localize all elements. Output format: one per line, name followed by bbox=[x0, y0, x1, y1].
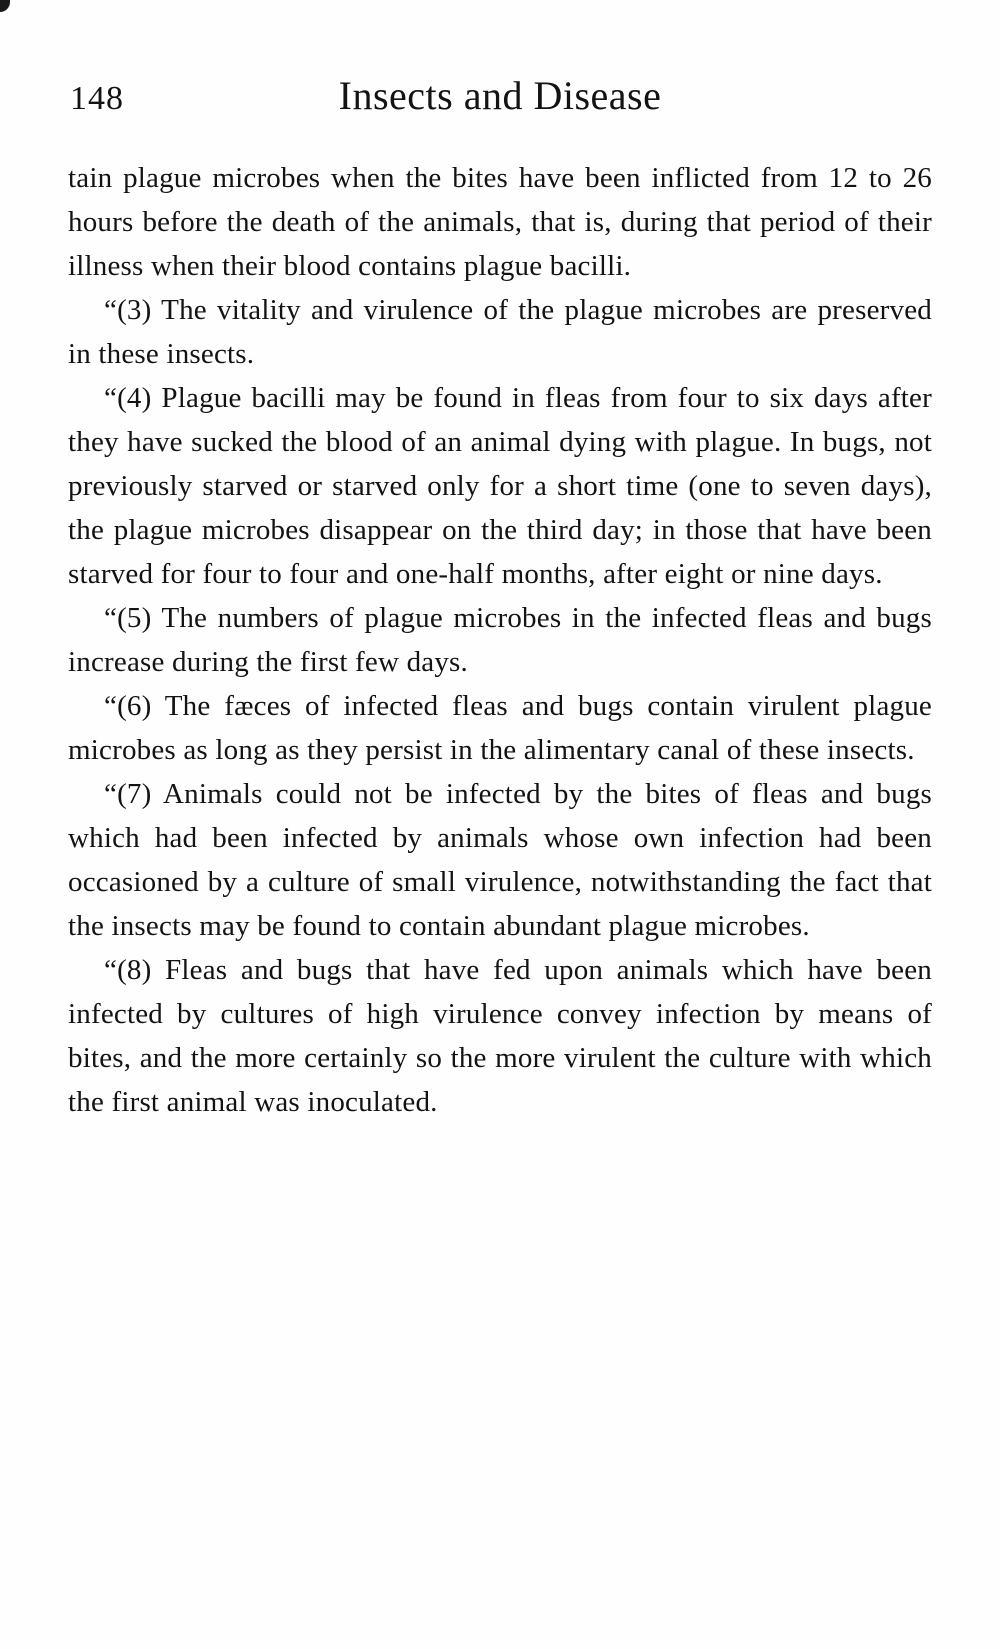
page-content bbox=[68, 72, 932, 1124]
body-text bbox=[68, 156, 932, 1124]
paragraph-item-3: “(3) The vitality and virulence of the plague microbes are preserved in these insects. bbox=[68, 294, 932, 370]
paragraph-item-8: “(8) Fleas and bugs that have fed upon animals which have been infected by cultures of high virulence convey infection by means of bites, and the more certainly so the more virulent the culture with which the first animal was inoculated. bbox=[68, 954, 932, 1118]
running-title: Insects and Disease bbox=[338, 73, 662, 118]
paragraph-item-5: “(5) The numbers of plague microbes in the infected fleas and bugs increase during the first few days. bbox=[68, 602, 932, 678]
page-header bbox=[68, 72, 932, 128]
paragraph-item-7: “(7) Animals could not be infected by the bites of fleas and bugs which had been infected by animals whose own infection had been occasioned by a culture of small virulence, notwithstanding the fact that the insects may be found to contain abundant plague microbes. bbox=[68, 778, 932, 942]
paragraph-item-6: “(6) The fæces of infected fleas and bugs contain virulent plague microbes as long as they persist in the alimentary canal of these insects. bbox=[68, 690, 932, 766]
paragraph-item-4: “(4) Plague bacilli may be found in fleas from four to six days after they have sucked the blood of an animal dying with plague. In bugs, not previously starved or starved only for a short time (one to seven days), the plague microbes disappear on the third day; in those that have been starved for four to four and one-half months, after eight or nine days. bbox=[68, 382, 932, 590]
scan-artifact bbox=[0, 0, 10, 12]
page-number: 148 bbox=[70, 80, 124, 117]
paragraph-continuation: tain plague microbes when the bites have been inflicted from 12 to 26 hours before the death of the animals, that is, during that period of their illness when their blood contains plague bacilli. bbox=[68, 162, 932, 282]
